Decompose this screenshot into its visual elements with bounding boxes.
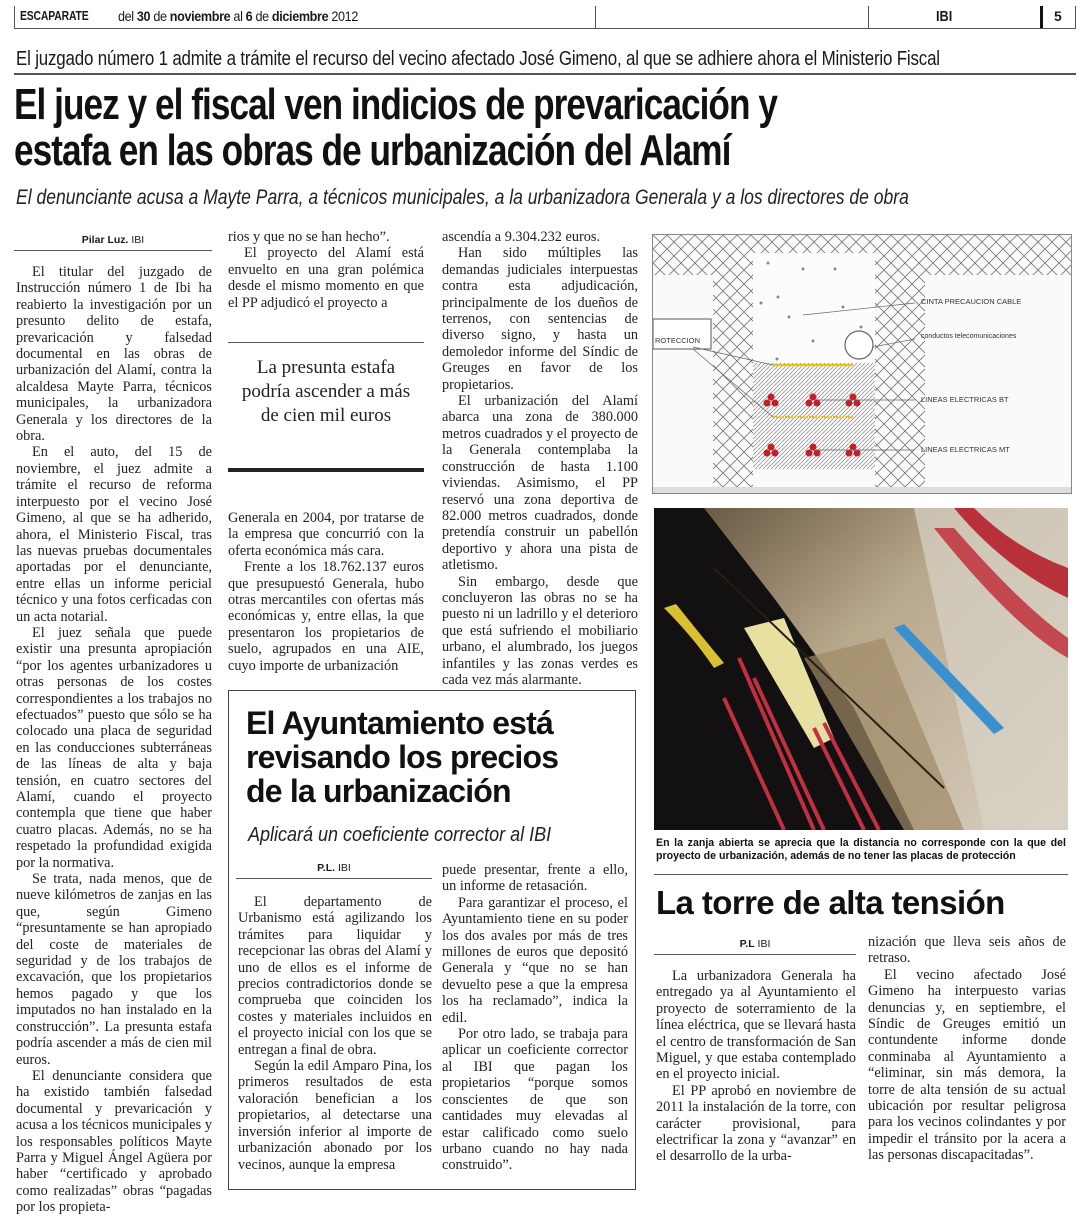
paragraph: Según la edil Amparo Pina, los primeros resultados de esta valoración benefician a los propietarios, al detectarse una inversión inferior al importe de urbanización abonado por los vecinos, aunque la empresa — [238, 1058, 432, 1173]
page-number: 5 — [1054, 8, 1062, 24]
sidebar-byline: P.L. IBI — [236, 862, 432, 879]
label-bt: LINEAS ELECTRICAS BT — [921, 395, 1009, 404]
paragraph: El urbanización del Alamí abarca una zona de 380.000 metros cuadrados y el proyecto de la Generala contemplaba la construcción de hasta 1.100 viviendas. Asimismo, el PP reservó una zona deportiva de 82.000 metros cuadrados, donde pretendía construir un pabellón deportivo y ahora una pista de atletismo. — [442, 393, 638, 574]
trench-photo-graphic — [654, 508, 1068, 830]
paragraph: El juez señala que puede existir una presunta apropiación “por los agentes urbanizadores u otras personas de los costes correspondientes a los trabajos no efectuados” puesto que sólo se ha colocado una placa de seguridad en las conducciones subterráneas de las líneas de alta y baja tensión, en cuatro sectores del Alamí, cuando el proyecto contempla que tiene que haber cuatro placas. Además, no se ha respetado la profundidad exigida por la normativa. — [16, 624, 212, 871]
section-name: ESCAPARATE — [20, 8, 89, 23]
trench-diagram-graphic — [653, 235, 1071, 493]
main-column-2-bottom — [228, 510, 424, 674]
paragraph: El PP aprobó en noviembre de 2011 la instalación de la torre, con carácter provisional, para electrificar la zona y “avanzar” en el desarrollo de la urba- — [656, 1082, 856, 1165]
trench-photo — [654, 508, 1068, 830]
headline-line-1: El juez y el fiscal ven indicios de prevaricación y — [14, 80, 777, 129]
caption-rule — [654, 874, 1068, 875]
kicker-rule — [14, 73, 1076, 75]
main-column-3 — [442, 229, 638, 688]
headline-line-2: estafa en las obras de urbanización del Alamí — [14, 126, 731, 175]
paragraph: Para garantizar el proceso, el Ayuntamiento tiene en su poder los dos avales por más de tres millones de euros que depositó Generala y “que no se han devuelto pese a que la empresa los ha reclamado”, indica la edil. — [442, 894, 628, 1026]
sidebar-headline: El Ayuntamiento está revisando los precios de la urbanización — [246, 705, 559, 809]
main-byline: Pilar Luz. IBI — [14, 234, 212, 251]
kicker: El juzgado número 1 admite a trámite el recurso del vecino afectado José Gimeno, al que se adhiere ahora el Ministerio Fiscal — [16, 48, 940, 70]
paragraph: El titular del juzgado de Instrucción número 1 de Ibi ha reabierto la investigación por un presunto delito de estafa, prevaricación y falsedad documental en las obras de urbanización del Alamí, contra la alcaldesa Mayte Parra, técnicos municipales, la urbanizadora Generala y los directores de la obra. — [16, 264, 212, 445]
page-number-bar — [1040, 6, 1043, 28]
paragraph: Generala en 2004, por tratarse de la empresa que concurrió con la oferta económica más cara. — [228, 510, 424, 559]
tower-headline: La torre de alta tensión — [656, 884, 1005, 921]
main-headline — [14, 82, 1054, 174]
paragraph: El departamento de Urbanismo está agilizando los trámites para liquidar y recepcionar las obras del Alamí y uno de ellos es el informe de precios contradictorios donde se comprueba que coinciden los costes y materiales incluidos en el proyecto inicial con los que se entregan a final de obra. — [238, 894, 432, 1058]
tower-byline: P.L IBI — [654, 938, 856, 955]
paragraph: Frente a los 18.762.137 euros que presupuestó Generala, hubo otras mercantiles con ofertas más económicas y, entre ellas, la que presentaron los propietarios de suelo, agrupados en una AIE, cuyo importe de urbanización — [228, 559, 424, 674]
sidebar-column-2 — [442, 862, 628, 1174]
paragraph: ascendía a 9.304.232 euros. — [442, 229, 601, 245]
paragraph: rios y que no se han hecho”. — [228, 229, 390, 245]
label-proteccion: ROTECCION — [655, 336, 700, 345]
paragraph: En el auto, del 15 de noviembre, el juez admite a trámite el recurso de reforma interpuesto por el vecino José Gimeno, al que se ha adherido, ahora, el Ministerio Fiscal, tras las nuevas pruebas documentales aportadas por el denunciante, entre ellas un informe pericial técnico y una fotos cerficadas con un acta notarial. — [16, 444, 212, 625]
paragraph: Se trata, nada menos, que de nueve kilómetros de zanjas en las que, según Gimeno “presuntamente se han apropiado del coste de materiales de seguridad y de los trabajos de excavación, que los propietarios hemos pagado y que los imputados no han instalado en la construcción”. La presunta estafa podría ascender a más de cien mil euros. — [16, 871, 212, 1068]
label-conductos: conductos telecomunicaciones — [921, 333, 1017, 340]
main-subheadline: El denunciante acusa a Mayte Parra, a técnicos municipales, a la urbanizadora Generala y a los directores de obra — [16, 186, 909, 209]
label-cinta: CINTA PRECAUCION CABLE — [921, 297, 1022, 306]
main-column-1 — [16, 264, 212, 1216]
page-header — [14, 6, 1076, 29]
paragraph: nización que lleva seis años de retraso. — [868, 934, 1066, 967]
paragraph: El vecino afectado José Gimeno ha interpuesto varias denuncias y, en septiembre, el Síndic de Greuges emitió un contundente informe donde conminaba al Ayuntamiento a “eliminar, sin más demora, la torre de alta tensión de su actual ubicación por resultar peligrosa para los vecinos colindantes y por impedir el tránsito por la acera a las personas discapacitadas”. — [868, 966, 1066, 1164]
label-mt: LINEAS ELECTRICAS MT — [921, 445, 1010, 454]
paragraph: Por otro lado, se trabaja para aplicar un coeficiente corrector al IBI que pagan los propietarios “porque somos conscientes de que son cantidades muy elevadas al estar calificado como suelo urbano cuando no hay nada construido”. — [442, 1026, 628, 1174]
paragraph: Han sido múltiples las demandas judiciales interpuestas contra esta adjudicación, principalmente de los dueños de terrenos, con sentencias de diverso signo, y hasta un demoledor informe del Síndic de Greuges en favor de los propietarios. — [442, 245, 638, 393]
sidebar-subheadline: Aplicará un coeficiente corrector al IBI — [248, 824, 552, 846]
locality-label: IBI — [936, 8, 953, 25]
tower-column-2 — [868, 934, 1066, 1164]
paragraph: El proyecto del Alamí está envuelto en una gran polémica desde el mismo momento en que el PP adjudicó el proyecto a — [228, 245, 424, 311]
sidebar-column-1 — [238, 894, 432, 1173]
paragraph: La urbanizadora Generala ha entregado ya al Ayuntamiento el proyecto de soterramiento de la línea eléctrica, que se llevará hasta el centro de transformación de San Miguel, y que estaba contemplado en el proyecto inicial. — [656, 968, 856, 1083]
paragraph: Sin embargo, desde que concluyeron las obras no se ha puesto ni un ladrillo y el deterioro que está sufriendo el mobiliario urbano, el alumbrado, los juegos infantiles y las zonas verdes es cada vez más alarmante. — [442, 573, 638, 688]
paragraph: El denunciante considera que ha existido también falsedad documental y prevaricación y acusa a los técnicos municipales y los responsables políticos Mayte Parra y Miguel Ángel Agüera por haber “certificado y aprobado como realizadas” obras “pagadas por los propieta- — [16, 1067, 212, 1216]
issue-date: del 30 de noviembre al 6 de diciembre 2012 — [118, 8, 358, 24]
pullquote-top-rule — [228, 342, 424, 343]
main-column-2-top — [228, 229, 424, 311]
pullquote-bottom-rule — [228, 468, 424, 472]
pull-quote: La presunta estafa podría ascender a más de cien mil euros — [241, 357, 411, 426]
trench-diagram — [652, 234, 1072, 494]
photo-caption: En la zanja abierta se aprecia que la distancia no corresponde con la que del proyecto de urbanización, además de no tener las placas de protección — [656, 837, 1066, 862]
tower-column-1 — [656, 968, 856, 1165]
paragraph: puede presentar, frente a ello, un informe de retasación. — [442, 862, 628, 895]
telecom-conduit — [845, 331, 873, 359]
